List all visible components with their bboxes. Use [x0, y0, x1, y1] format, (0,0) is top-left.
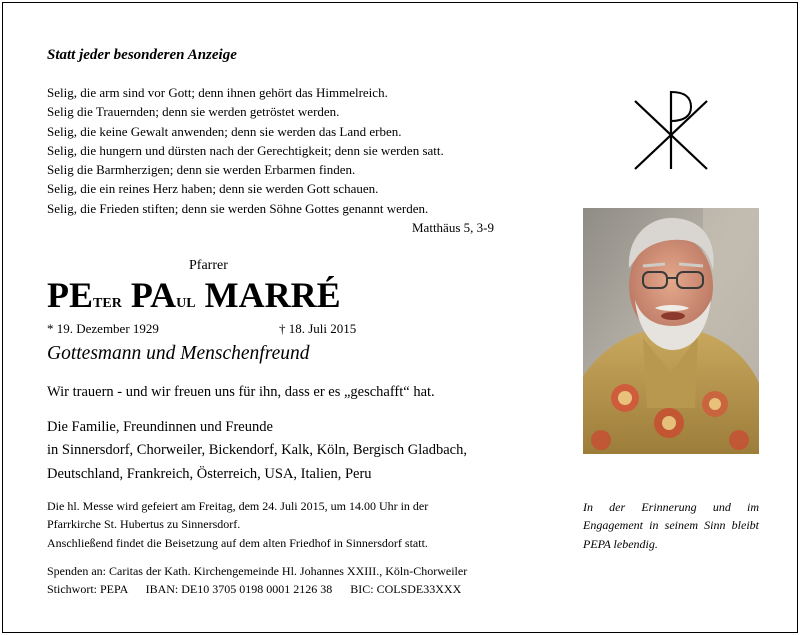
name-first-initials: PE — [47, 275, 94, 315]
beatitude-line: Selig die Trauernden; denn sie werden getröstet werden. — [47, 104, 340, 120]
family-line: Deutschland, Frankreich, Österreich, USA, Italien, Peru — [47, 465, 372, 482]
family-block — [47, 416, 467, 486]
beatitude-line: Selig, die ein reines Herz haben; denn sie werden Gott schauen. — [47, 181, 379, 197]
beatitude-line: Selig die Barmherzigen; denn sie werden Erbarmen finden. — [47, 162, 356, 178]
donation-line: Spenden an: Caritas der Kath. Kirchengemeinde Hl. Johannes XXIII., Köln-Chorweiler — [47, 564, 468, 578]
name-second-initials: PA — [130, 275, 177, 315]
beatitude-line: Selig, die arm sind vor Gott; denn ihnen gehört das Himmelreich. — [47, 85, 388, 100]
death-date: † 18. Juli 2015 — [279, 321, 357, 336]
beatitude-line: Selig, die hungern und dürsten nach der Gerechtigkeit; denn sie werden satt. — [47, 142, 444, 158]
beatitudes-block — [47, 83, 444, 218]
beatitude-line: Selig, die keine Gewalt anwenden; denn sie werden das Land erben. — [47, 123, 402, 139]
deceased-name — [47, 273, 341, 326]
bible-citation: Matthäus 5, 3-9 — [412, 220, 494, 235]
name-surname: MARRÉ — [204, 275, 341, 315]
portrait-photo — [583, 208, 759, 454]
title-label: Pfarrer — [189, 258, 228, 273]
memory-text: In der Erinnerung und im Engagement in seinem Sinn bleibt PEPA lebendig. — [583, 500, 759, 551]
beatitude-line: Selig, die Frieden stiften; denn sie werden Söhne Gottes genannt werden. — [47, 200, 429, 216]
obituary-frame — [2, 2, 798, 633]
mass-info — [47, 497, 428, 552]
donation-bic: BIC: COLSDE33XXX — [350, 582, 462, 596]
family-line: in Sinnersdorf, Chorweiler, Bickendorf, Kalk, Köln, Bergisch Gladbach, — [47, 442, 467, 459]
mourning-statement: Wir trauern - und wir freuen uns für ihn, dass er es „geschafft“ hat. — [47, 384, 435, 400]
donation-iban: IBAN: DE10 3705 0198 0001 2126 38 — [145, 582, 333, 596]
name-first-rest: TER — [93, 296, 122, 311]
bank-details — [47, 580, 467, 598]
portrait-image — [583, 208, 759, 454]
chi-rho-icon — [631, 87, 711, 171]
life-dates — [47, 321, 377, 337]
family-line: Die Familie, Freundinnen und Freunde — [47, 419, 273, 435]
mass-line: Die hl. Messe wird gefeiert am Freitag, dem 24. Juli 2015, um 14.00 Uhr in der — [47, 499, 429, 513]
donation-info — [47, 562, 467, 598]
donation-keyword: Stichwort: PEPA — [47, 582, 128, 596]
notice-heading: Statt jeder besonderen Anzeige — [47, 47, 237, 63]
mass-line: Pfarrkirche St. Hubertus zu Sinnersdorf. — [47, 517, 241, 532]
birth-date: * 19. Dezember 1929 — [47, 321, 159, 336]
tagline: Gottesmann und Menschenfreund — [47, 343, 310, 364]
mass-line: Anschließend findet die Beisetzung auf dem alten Friedhof in Sinnersdorf statt. — [47, 535, 428, 550]
name-second-rest: UL — [176, 296, 196, 311]
